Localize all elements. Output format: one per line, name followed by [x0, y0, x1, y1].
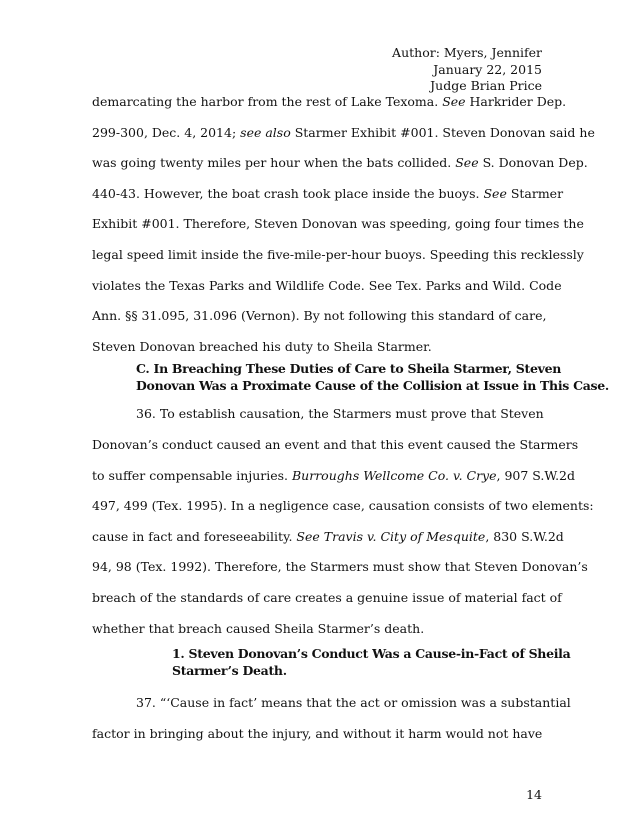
text-line: 94, 98 (Tex. 1992). Therefore, the Starmers must show that Steven Donovan’s — [92, 559, 588, 575]
text-line — [92, 185, 564, 217]
citation-signal: See — [483, 185, 507, 201]
text-run: Starmer Exhibit #001. Steven Donovan said he — [290, 124, 595, 140]
text-line: whether that breach caused Sheila Starmer’s death. — [92, 620, 425, 636]
page-number: 14 — [526, 787, 542, 802]
document-body — [92, 94, 609, 756]
text-line — [92, 467, 575, 499]
page-header — [392, 45, 542, 95]
case-citation: Burroughs Wellcome Co. v. Crye — [292, 467, 497, 483]
text-line: breach of the standards of care creates a genuine issue of material fact of — [92, 589, 562, 605]
text-run: 299-300, Dec. 4, 2014; — [92, 124, 241, 140]
text-run: , 830 S.W.2d — [485, 528, 564, 544]
text-line — [92, 155, 588, 186]
header-author: Author: Myers, Jennifer — [392, 45, 542, 60]
text-run: demarcating the harbor from the rest of Lake Texoma. — [92, 94, 443, 109]
header-date: January 22, 2015 — [433, 61, 542, 77]
heading-line: C. In Breaching These Duties of Care to Sheila Starmer, Steven — [136, 361, 562, 377]
text-line: factor in bringing about the injury, and without it harm would not have — [92, 725, 543, 741]
text-run: to suffer compensable injuries. — [92, 467, 292, 483]
header-judge: Judge Brian Price — [430, 78, 542, 93]
text-run: 440-43. However, the boat crash took place inside the buoys. — [92, 185, 484, 201]
text-line — [92, 124, 595, 156]
text-line — [92, 528, 564, 560]
text-run: Starmer — [506, 185, 564, 201]
paragraph-36-start: 36. To establish causation, the Starmers must prove that Steven — [136, 406, 544, 422]
text-run: , 907 S.W.2d — [496, 467, 575, 483]
text-line: Ann. §§ 31.095, 31.096 (Vernon). By not following this standard of care, — [92, 308, 547, 324]
heading-line: 1. Steven Donovan’s Conduct Was a Cause-in-Fact of Sheila — [172, 646, 571, 662]
text-line: legal speed limit inside the five-mile-per-hour buoys. Speeding this recklessly — [92, 246, 584, 262]
citation-signal: see also — [240, 124, 291, 140]
text-line: Exhibit #001. Therefore, Steven Donovan was speeding, going four times the — [92, 216, 584, 232]
text-run: S. Donovan Dep. — [478, 155, 588, 171]
heading-line: Starmer’s Death. — [172, 663, 287, 679]
paragraph-37-start: 37. “‘Cause in fact’ means that the act or omission was a substantial — [136, 695, 571, 711]
text-line: 497, 499 (Tex. 1995). In a negligence case, causation consists of two elements: — [92, 498, 594, 514]
text-line: violates the Texas Parks and Wildlife Code. See Tex. Parks and Wild. Code — [92, 277, 562, 293]
heading-line: Donovan Was a Proximate Cause of the Collision at Issue in This Case. — [136, 378, 609, 394]
subsection-heading-1 — [172, 645, 571, 695]
text-line: Donovan’s conduct caused an event and that this event caused the Starmers — [92, 436, 579, 452]
case-citation: See Travis v. City of Mesquite — [296, 528, 486, 544]
section-heading-c — [136, 360, 609, 406]
text-run: was going twenty miles per hour when the bats collided. — [92, 155, 456, 171]
text-line: Steven Donovan breached his duty to Sheila Starmer. — [92, 338, 432, 354]
text-run: cause in fact and foreseeability. — [92, 528, 297, 544]
citation-signal: See — [442, 94, 466, 109]
text-line — [92, 94, 567, 125]
text-run: Harkrider Dep. — [465, 94, 567, 109]
citation-signal: See — [455, 155, 479, 171]
